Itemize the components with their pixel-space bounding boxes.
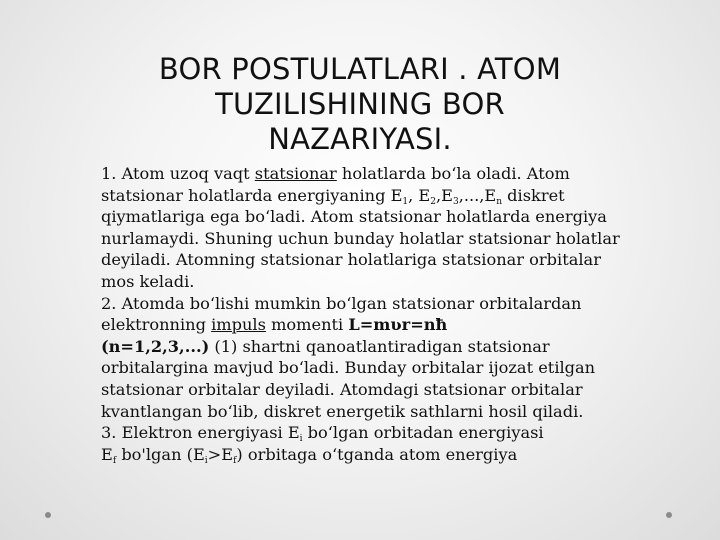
title-line-1: BOR POSTULATLARI . ATOM xyxy=(158,52,562,86)
slide-title xyxy=(90,52,630,157)
angular-momentum-formula: L=mʋr=nħ xyxy=(348,315,448,335)
p1-sub-2: 2 xyxy=(430,196,436,207)
p2-text-a: 2. Atomda bo‘lishi mumkin bo‘lgan statsionar orbitalardan xyxy=(101,293,582,313)
p3-text-f: ) orbitaga o‘tganda atom energiya xyxy=(236,444,518,464)
p3-text-a: 3. Elektron energiyasi E xyxy=(101,423,300,443)
p1-text-f: ,...,E xyxy=(458,185,497,205)
p1-sub-3: 3 xyxy=(452,196,459,207)
statsionar-link[interactable]: statsionar xyxy=(254,164,337,183)
p1-sub-n: n xyxy=(496,196,503,207)
p3-sub-i: i xyxy=(299,434,303,445)
right-dot-icon xyxy=(666,512,672,518)
p2-text-d: momenti xyxy=(265,315,349,335)
postulate-3 xyxy=(101,422,631,465)
postulate-1 xyxy=(101,163,631,293)
p3-text-d: bo'lgan (E xyxy=(116,444,205,464)
p1-text-a: 1. Atom uzoq vaqt xyxy=(101,164,255,183)
p2-text-b: elektronning xyxy=(101,315,212,335)
p1-sub-1: 1 xyxy=(402,196,409,207)
p3-sub-f2: f xyxy=(233,455,237,466)
p1-text-d: , E xyxy=(408,185,431,205)
p1-text-c: holatlarda bo‘la oladi. Atom statsionar holatlarda energiyaning E xyxy=(101,164,570,205)
p1-text-e: ,E xyxy=(435,185,453,205)
quantization-condition: (n=1,2,3,...) xyxy=(101,336,210,356)
impuls-link[interactable]: impuls xyxy=(211,315,266,335)
title-line-2: TUZILISHINING BOR xyxy=(215,87,505,121)
p1-text-g: diskret qiymatlariga ega bo‘ladi. Atom statsionar holatlarda energiya nurlamaydi. Shuning uchun bunday holatlar statsionar holatlar deyiladi. Atomning statsionar holatlariga statsionar orbitalar mos keladi. xyxy=(101,185,620,291)
p3-sub-f: f xyxy=(112,455,117,466)
slide-body xyxy=(101,163,631,465)
left-dot-icon xyxy=(45,512,51,518)
title-line-3: NAZARIYASI. xyxy=(268,122,452,156)
p3-sub-i2: i xyxy=(204,455,208,466)
p3-text-e: >E xyxy=(207,444,234,464)
p3-text-c: E xyxy=(101,444,113,464)
p2-text-e: (1) shartni qanoatlantiradigan statsionar orbitalargina mavjud bo‘ladi. Bunday orbitalar ijozat etilgan statsionar orbitalar deyiladi. Atomdagi statsionar orbitalar kvantlangan bo‘lib, diskret energetik sathlarni hosil qiladi. xyxy=(101,336,596,421)
postulate-2 xyxy=(101,293,631,423)
p3-text-b: bo‘lgan orbitadan energiyasi xyxy=(302,423,544,443)
